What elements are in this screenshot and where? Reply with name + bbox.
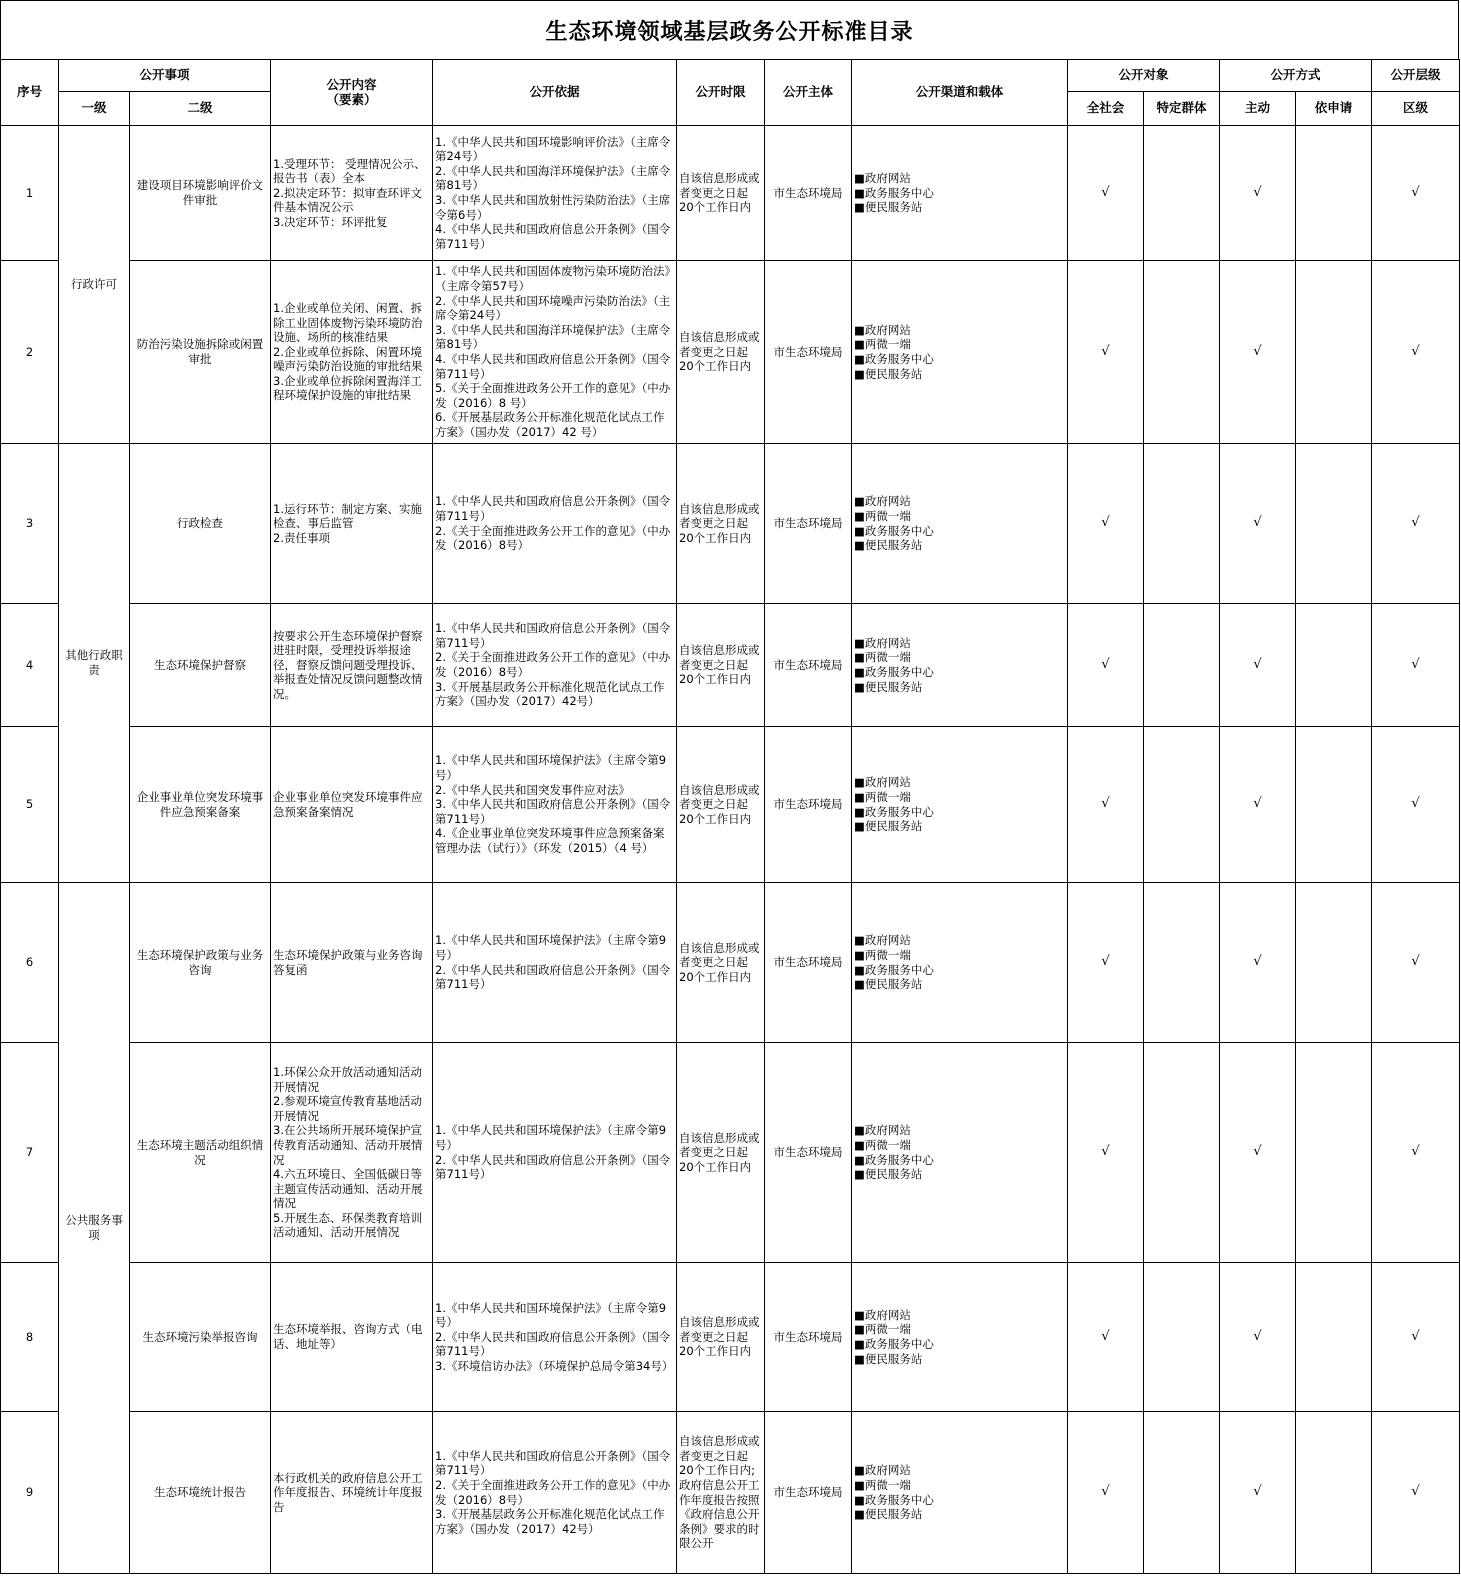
header-on-request: 依申请 xyxy=(1296,92,1372,126)
header-active: 主动 xyxy=(1220,92,1296,126)
row-basis: 1.《中华人民共和国政府信息公开条例》（国令第711号） 2.《关于全面推进政务公开工作的意见》（中办发（2016）8号） 3.《开展基层政务公开标准化规范化试点工作方案》（国办发（2017）42号） xyxy=(433,1412,677,1574)
row-level2: 生态环境保护政策与业务咨询 xyxy=(130,883,271,1043)
row-content: 1.环保公众开放活动通知活动开展情况 2.参观环境宣传教育基地活动开展情况 3.在公共场所开展环境保护宣传教育活动通知、活动开展情况 4.六五环境日、全国低碳日等主题宣传活动通知、活动开展情况 5.开展生态、环保类教育培训活动通知、活动开展情况 xyxy=(271,1043,433,1263)
row-level2: 生态环境保护督察 xyxy=(130,604,271,727)
check-whole-society: √ xyxy=(1068,444,1144,604)
check-district: √ xyxy=(1372,261,1460,444)
header-channel: 公开渠道和载体 xyxy=(852,60,1068,126)
row-seq: 8 xyxy=(1,1263,59,1412)
cell-specific-group xyxy=(1144,1263,1220,1412)
row-seq: 7 xyxy=(1,1043,59,1263)
row-subject: 市生态环境局 xyxy=(765,1263,852,1412)
row-seq: 1 xyxy=(1,126,59,261)
cell-on-request xyxy=(1296,883,1372,1043)
check-active: √ xyxy=(1220,1412,1296,1574)
header-basis: 公开依据 xyxy=(433,60,677,126)
table-row xyxy=(1,604,1460,727)
row-subject: 市生态环境局 xyxy=(765,604,852,727)
row-level2: 企业事业单位突发环境事件应急预案备案 xyxy=(130,727,271,883)
category-admin-license: 行政许可 xyxy=(59,126,130,444)
check-district: √ xyxy=(1372,126,1460,261)
row-channel: ■政府网站 ■两微一端 ■政务服务中心 ■便民服务站 xyxy=(852,1263,1068,1412)
row-time-limit: 自该信息形成或者变更之日起20个工作日内 xyxy=(677,883,765,1043)
cell-on-request xyxy=(1296,604,1372,727)
cell-on-request xyxy=(1296,261,1372,444)
row-content: 1.企业或单位关闭、闲置、拆除工业固体废物污染环境防治设施、场所的核准结果 2.企业或单位拆除、闲置环境噪声污染防治设施的审批结果 3.企业或单位拆除闲置海洋工程环境保护设施的审批结果 xyxy=(271,261,433,444)
header-seq: 序号 xyxy=(1,60,59,126)
check-district: √ xyxy=(1372,1263,1460,1412)
row-seq: 2 xyxy=(1,261,59,444)
row-time-limit: 自该信息形成或者变更之日起20个工作日内 xyxy=(677,604,765,727)
row-content: 1.运行环节：制定方案、实施检查、事后监管 2.责任事项 xyxy=(271,444,433,604)
check-whole-society: √ xyxy=(1068,604,1144,727)
row-channel: ■政府网站 ■两微一端 ■政务服务中心 ■便民服务站 xyxy=(852,883,1068,1043)
cell-on-request xyxy=(1296,1043,1372,1263)
check-active: √ xyxy=(1220,261,1296,444)
row-channel: ■政府网站 ■两微一端 ■政务服务中心 ■便民服务站 xyxy=(852,604,1068,727)
category-public-service: 公共服务事项 xyxy=(59,883,130,1574)
cell-specific-group xyxy=(1144,604,1220,727)
row-time-limit: 自该信息形成或者变更之日起20个工作日内 xyxy=(677,126,765,261)
check-whole-society: √ xyxy=(1068,883,1144,1043)
check-active: √ xyxy=(1220,1263,1296,1412)
row-content: 1.受理环节： 受理情况公示、报告书（表）全本 2.拟决定环节：拟审查环评文件基本情况公示 3.决定环节：环评批复 xyxy=(271,126,433,261)
check-whole-society: √ xyxy=(1068,126,1144,261)
check-district: √ xyxy=(1372,727,1460,883)
check-whole-society: √ xyxy=(1068,727,1144,883)
header-mode-group: 公开方式 xyxy=(1220,60,1372,92)
header-subject: 公开主体 xyxy=(765,60,852,126)
row-seq: 5 xyxy=(1,727,59,883)
table-row xyxy=(1,1043,1460,1263)
row-subject: 市生态环境局 xyxy=(765,1412,852,1574)
row-time-limit: 自该信息形成或者变更之日起20个工作日内 xyxy=(677,1263,765,1412)
check-district: √ xyxy=(1372,883,1460,1043)
check-whole-society: √ xyxy=(1068,1043,1144,1263)
cell-specific-group xyxy=(1144,126,1220,261)
check-whole-society: √ xyxy=(1068,1263,1144,1412)
header-item-group: 公开事项 xyxy=(59,60,271,92)
table-row xyxy=(1,1412,1460,1574)
row-seq: 4 xyxy=(1,604,59,727)
check-district: √ xyxy=(1372,1412,1460,1574)
row-channel: ■政府网站 ■两微一端 ■政务服务中心 ■便民服务站 xyxy=(852,727,1068,883)
row-basis: 1.《中华人民共和国政府信息公开条例》（国令第711号） 2.《关于全面推进政务公开工作的意见》（中办发（2016）8号） xyxy=(433,444,677,604)
row-subject: 市生态环境局 xyxy=(765,261,852,444)
row-subject: 市生态环境局 xyxy=(765,126,852,261)
cell-on-request xyxy=(1296,126,1372,261)
check-active: √ xyxy=(1220,444,1296,604)
check-district: √ xyxy=(1372,444,1460,604)
row-time-limit: 自该信息形成或者变更之日起20个工作日内 xyxy=(677,727,765,883)
category-other-duties: 其他行政职责 xyxy=(59,444,130,883)
row-seq: 9 xyxy=(1,1412,59,1574)
header-specific-group: 特定群体 xyxy=(1144,92,1220,126)
row-subject: 市生态环境局 xyxy=(765,727,852,883)
header-level1: 一级 xyxy=(59,92,130,126)
check-active: √ xyxy=(1220,727,1296,883)
cell-on-request xyxy=(1296,444,1372,604)
header-object-group: 公开对象 xyxy=(1068,60,1220,92)
header-content: 公开内容 （要素） xyxy=(271,60,433,126)
cell-specific-group xyxy=(1144,1412,1220,1574)
row-level2: 建设项目环境影响评价文件审批 xyxy=(130,126,271,261)
check-district: √ xyxy=(1372,1043,1460,1263)
row-level2: 生态环境主题活动组织情况 xyxy=(130,1043,271,1263)
row-basis: 1.《中华人民共和国政府信息公开条例》（国令第711号） 2.《关于全面推进政务公开工作的意见》（中办发（2016）8号） 3.《开展基层政务公开标准化规范化试点工作方案》（国办发（2017）42号） xyxy=(433,604,677,727)
row-level2: 行政检查 xyxy=(130,444,271,604)
check-active: √ xyxy=(1220,883,1296,1043)
row-basis: 1.《中华人民共和国环境影响评价法》（主席令第24号） 2.《中华人民共和国海洋环境保护法》（主席令第81号） 3.《中华人民共和国放射性污染防治法》（主席令第6号） 4.《中华人民共和国政府信息公开条例》（国令第711号） xyxy=(433,126,677,261)
row-time-limit: 自该信息形成或者变更之日起20个工作日内 xyxy=(677,261,765,444)
cell-specific-group xyxy=(1144,727,1220,883)
header-time-limit: 公开时限 xyxy=(677,60,765,126)
header-whole-society: 全社会 xyxy=(1068,92,1144,126)
row-basis: 1.《中华人民共和国环境保护法》（主席令第9号） 2.《中华人民共和国政府信息公开条例》（国令第711号） 3.《环境信访办法》（环境保护总局令第34号） xyxy=(433,1263,677,1412)
row-content: 企业事业单位突发环境事件应急预案备案情况 xyxy=(271,727,433,883)
check-active: √ xyxy=(1220,126,1296,261)
check-district: √ xyxy=(1372,604,1460,727)
cell-on-request xyxy=(1296,1412,1372,1574)
row-channel: ■政府网站 ■两微一端 ■政务服务中心 ■便民服务站 xyxy=(852,1043,1068,1263)
row-basis: 1.《中华人民共和国固体废物污染环境防治法》（主席令第57号） 2.《中华人民共和国环境噪声污染防治法》（主席令第24号） 3.《中华人民共和国海洋环境保护法》（主席令第81号） 4.《中华人民共和国政府信息公开条例》（国令第711号） 5.《关于全面推进政务公开工作的意见》（中办发（2016）8 号） 6.《开展基层政务公开标准化规范化试点工作方案》（国办发（2017）42 号） xyxy=(433,261,677,444)
table-row xyxy=(1,727,1460,883)
check-active: √ xyxy=(1220,604,1296,727)
cell-specific-group xyxy=(1144,444,1220,604)
table-row xyxy=(1,444,1460,604)
row-seq: 3 xyxy=(1,444,59,604)
row-basis: 1.《中华人民共和国环境保护法》（主席令第9号） 2.《中华人民共和国政府信息公开条例》（国令第711号） xyxy=(433,1043,677,1263)
row-channel: ■政府网站 ■两微一端 ■政务服务中心 ■便民服务站 xyxy=(852,444,1068,604)
row-subject: 市生态环境局 xyxy=(765,444,852,604)
row-subject: 市生态环境局 xyxy=(765,883,852,1043)
row-seq: 6 xyxy=(1,883,59,1043)
check-whole-society: √ xyxy=(1068,1412,1144,1574)
cell-specific-group xyxy=(1144,1043,1220,1263)
row-basis: 1.《中华人民共和国环境保护法》（主席令第9号） 2.《中华人民共和国突发事件应对法》 3.《中华人民共和国政府信息公开条例》（国令第711号） 4.《企业事业单位突发环境事件应急预案备案管理办法（试行）》（环发（2015）（4 号） xyxy=(433,727,677,883)
row-time-limit: 自该信息形成或者变更之日起20个工作日内 xyxy=(677,1043,765,1263)
row-content: 按要求公开生态环境保护督察进驻时限，受理投诉举报途径，督察反馈问题受理投诉、举报查处情况反馈问题整改情况。 xyxy=(271,604,433,727)
row-content: 本行政机关的政府信息公开工作年度报告、环境统计年度报告 xyxy=(271,1412,433,1574)
cell-on-request xyxy=(1296,1263,1372,1412)
document-title: 生态环境领域基层政务公开标准目录 xyxy=(0,0,1459,60)
header-level-group: 公开层级 xyxy=(1372,60,1460,92)
check-active: √ xyxy=(1220,1043,1296,1263)
row-content: 生态环境保护政策与业务咨询答复函 xyxy=(271,883,433,1043)
table-row xyxy=(1,261,1460,444)
header-row-1 xyxy=(1,60,1460,92)
row-time-limit: 自该信息形成或者变更之日起20个工作日内;政府信息公开工作年度报告按照《政府信息公开条例》要求的时限公开 xyxy=(677,1412,765,1574)
cell-specific-group xyxy=(1144,883,1220,1043)
table-row xyxy=(1,883,1460,1043)
row-channel: ■政府网站 ■政务服务中心 ■便民服务站 xyxy=(852,126,1068,261)
table-row xyxy=(1,126,1460,261)
row-channel: ■政府网站 ■两微一端 ■政务服务中心 ■便民服务站 xyxy=(852,261,1068,444)
row-subject: 市生态环境局 xyxy=(765,1043,852,1263)
row-level2: 生态环境统计报告 xyxy=(130,1412,271,1574)
row-level2: 防治污染设施拆除或闲置审批 xyxy=(130,261,271,444)
row-content: 生态环境举报、咨询方式（电话、地址等） xyxy=(271,1263,433,1412)
row-basis: 1.《中华人民共和国环境保护法》（主席令第9号） 2.《中华人民共和国政府信息公开条例》（国令第711号） xyxy=(433,883,677,1043)
row-time-limit: 自该信息形成或者变更之日起20个工作日内 xyxy=(677,444,765,604)
cell-specific-group xyxy=(1144,261,1220,444)
check-whole-society: √ xyxy=(1068,261,1144,444)
cell-on-request xyxy=(1296,727,1372,883)
row-level2: 生态环境污染举报咨询 xyxy=(130,1263,271,1412)
table-row xyxy=(1,1263,1460,1412)
header-district: 区级 xyxy=(1372,92,1460,126)
row-channel: ■政府网站 ■两微一端 ■政务服务中心 ■便民服务站 xyxy=(852,1412,1068,1574)
catalog-table xyxy=(0,59,1460,1574)
header-level2: 二级 xyxy=(130,92,271,126)
